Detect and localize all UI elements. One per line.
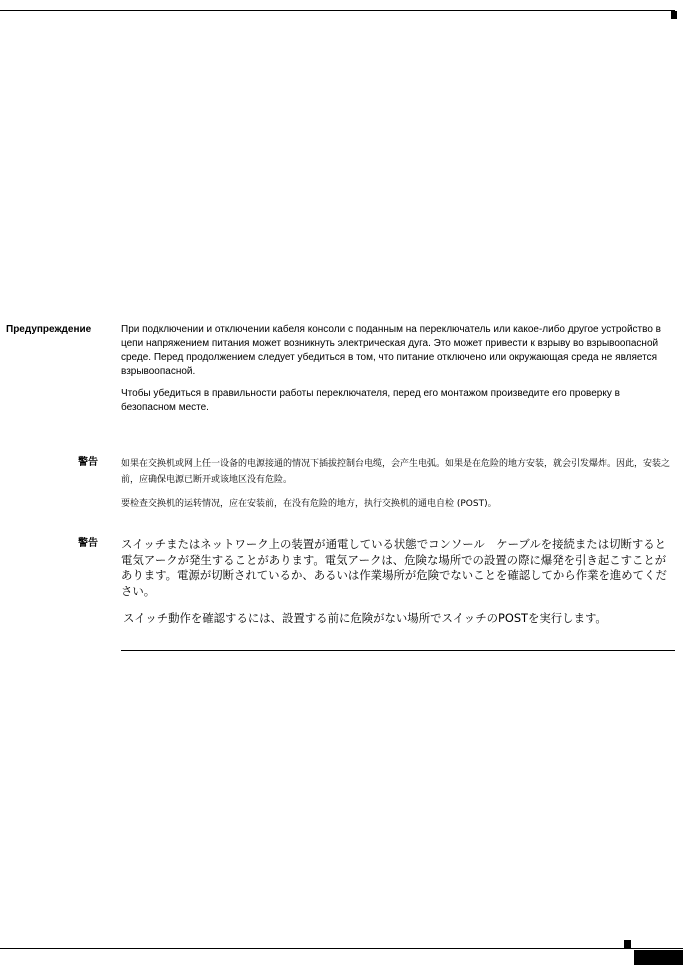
- footer-rule: [0, 948, 683, 949]
- warning-note-russian: Чтобы убедиться в правильности работы переключателя, перед его монтажом произведите его проверку в безопасном месте.: [121, 388, 620, 413]
- warning-note-chinese: 要检查交换机的运转情况，应在安装前，在没有危险的地方，执行交换机的通电自检 (POST)。: [121, 499, 497, 509]
- header-rule: [0, 10, 675, 11]
- page-number-tab: [634, 950, 683, 965]
- section-end-rule: [121, 650, 675, 651]
- warning-text-japanese: スイッチまたはネットワーク上の装置が通電している状態でコンソール ケーブルを接続または切断すると電気アークが発生することがあります。電気アークは、危険な場所での設置の際に爆発を引き起こすことがあります。電源が切断されているか、あるいは作業場所が危険でないことを確認してから作業を進めてください。: [121, 537, 667, 598]
- warning-text-chinese: 如果在交换机或网上任一设备的电源接通的情况下插拔控制台电缆，会产生电弧。如果是在危险的地方安装，就会引发爆炸。因此，安装之前，应确保电源已断开或该地区没有危险。: [121, 459, 671, 485]
- warning-text-russian: При подключении и отключении кабеля консоли с поданным на переключатель или какое-либо другое устройство в цепи напряжением питания может возникнуть электрическая дуга. Это может привести к взрыву во взрывоопасной среде. Перед продолжением следует убедиться в том, что питание отключено или окружающая среда не является взрывоопасной.: [121, 324, 661, 377]
- footer-marker: [624, 940, 631, 948]
- warning-label-russian: Предупреждение: [6, 324, 92, 335]
- header-marker: [671, 11, 677, 19]
- warning-label-chinese: 警告: [78, 457, 98, 468]
- warning-note-japanese: スイッチ動作を確認するには、設置する前に危険がない場所でスイッチのPOSTを実行します。: [123, 611, 607, 625]
- warning-label-japanese: 警告: [78, 538, 98, 549]
